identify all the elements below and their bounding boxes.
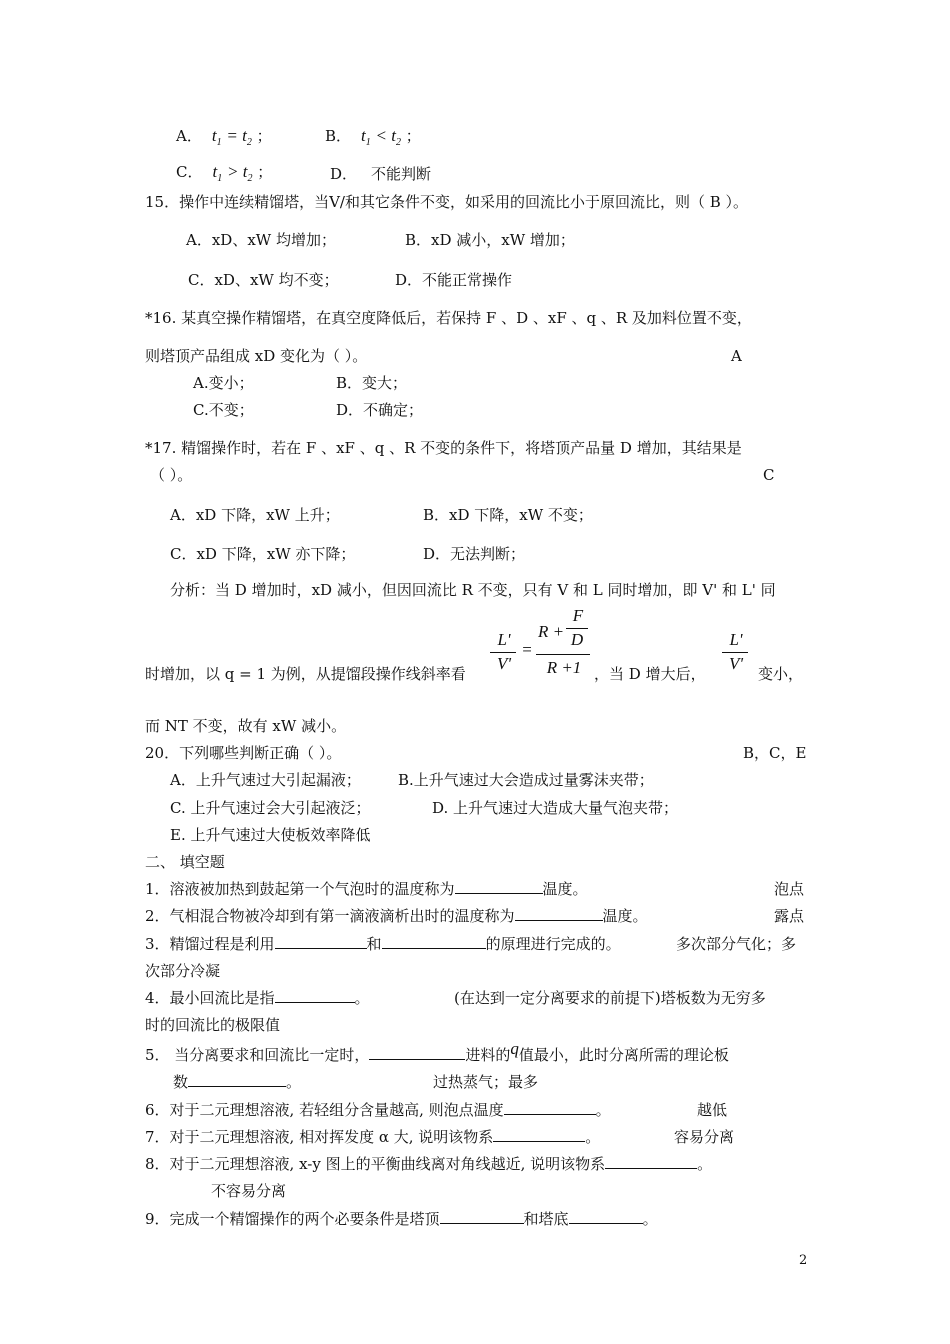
- fill-7-answer: 容易分离: [674, 1128, 735, 1146]
- q16-stem-line2: 则塔顶产品组成 xD 变化为（ ）。: [145, 347, 368, 365]
- page-number: 2: [799, 1253, 808, 1268]
- fill-3-answer: 多次部分气化；多: [676, 935, 797, 953]
- q14-option-b: B． $t_1 < t_2$ ；: [325, 126, 421, 148]
- q20-option-e: E. 上升气速过大使板效率降低: [170, 826, 371, 844]
- q17-stem-line1: *17. 精馏操作时，若在 F 、xF 、q 、R 不变的条件下，将塔顶产品量 D 增加，其结果是: [145, 439, 742, 457]
- fill-4-answer: (在达到一定分离要求的前提下)塔板数为无穷多: [454, 989, 766, 1007]
- q20-option-a: A．上升气速过大引起漏液；: [170, 771, 361, 789]
- q15-option-d: D．不能正常操作: [395, 271, 513, 289]
- q15-stem: 15．操作中连续精馏塔，当V/和其它条件不变，如采用的回流比小于原回流比，则（ B ）。: [145, 193, 749, 211]
- q17-stem-line2: （ ）。: [150, 466, 193, 484]
- fill-3: 3．精馏过程是利用 和 的原理进行完成的。: [145, 935, 621, 953]
- fill-5: 5． 当分离要求和回流比一定时， 进料的q值最小，此时分离所需的理论板: [145, 1039, 729, 1064]
- fill-2: 2．气相混合物被冷却到有第一滴液滴析出时的温度称为 温度。: [145, 907, 648, 925]
- q17-answer: C: [763, 466, 775, 484]
- fill-8-answer: 不容易分离: [211, 1182, 287, 1200]
- q20-option-b: B.上升气速过大会造成过量雾沫夹带；: [398, 771, 654, 789]
- q16-option-a: A.变小；: [193, 374, 254, 392]
- section-title: 二、 填空题: [145, 853, 225, 871]
- fill-5-answer: 过热蒸气；最多: [433, 1073, 539, 1091]
- q16-option-d: D．不确定；: [336, 401, 424, 419]
- fill-5-cont: 数 。: [173, 1073, 302, 1091]
- fill-7: 7．对于二元理想溶液, 相对挥发度 α 大, 说明该物系 。: [145, 1128, 601, 1146]
- q15-option-c: C．xD、xW 均不变；: [188, 271, 339, 289]
- q17-option-b: B．xD 下降，xW 不变；: [423, 506, 593, 524]
- q15-option-a: A．xD、xW 均增加；: [186, 231, 336, 249]
- q16-option-b: B．变大；: [336, 374, 408, 392]
- q17-option-a: A．xD 下降，xW 上升；: [170, 506, 340, 524]
- q20-option-d: D. 上升气速过大造成大量气泡夹带；: [432, 799, 679, 817]
- q20-answer: B，C，E: [743, 744, 807, 762]
- q16-option-c: C.不变；: [193, 401, 254, 419]
- q17-option-c: C．xD 下降，xW 亦下降；: [170, 545, 356, 563]
- fill-4-answer-cont: 时的回流比的极限值: [145, 1016, 281, 1034]
- fill-6-answer: 越低: [697, 1101, 728, 1119]
- q14-option-c: C． $t_1 > t_2$ ；: [176, 162, 273, 184]
- q17-option-d: D．无法判断；: [423, 545, 526, 563]
- q15-option-b: B．xD 减小，xW 增加；: [405, 231, 575, 249]
- q17-analysis-line2c: 变小，: [758, 665, 804, 683]
- q20-option-c: C. 上升气速过会大引起液泛；: [170, 799, 371, 817]
- fill-9: 9．完成一个精馏操作的两个必要条件是塔顶 和塔底 。: [145, 1210, 658, 1228]
- q14-option-a: A． $t_1 = t_2$ ；: [176, 126, 272, 148]
- q17-analysis-line3: 而 NT 不变，故有 xW 减小。: [145, 717, 347, 735]
- q17-analysis-line2b: ，当 D 增大后，: [594, 665, 706, 683]
- fill-8: 8．对于二元理想溶液, x-y 图上的平衡曲线离对角线越近, 说明该物系 。: [145, 1155, 713, 1173]
- fill-4: 4．最小回流比是指 。: [145, 989, 370, 1007]
- q16-stem-line1: *16. 某真空操作精馏塔，在真空度降低后，若保持 F 、D 、xF 、q 、R 及加料位置不变，: [145, 309, 752, 327]
- q20-stem: 20．下列哪些判断正确（ ）。: [145, 744, 342, 762]
- q17-analysis-line1: 分析：当 D 增加时，xD 减小，但因回流比 R 不变，只有 V 和 L 同时增加，即 V' 和 L' 同: [170, 581, 776, 599]
- fill-6: 6．对于二元理想溶液, 若轻组分含量越高, 则泡点温度 。: [145, 1101, 611, 1119]
- q14-option-d: D． 不能判断: [330, 165, 432, 183]
- fill-1-answer: 泡点: [774, 880, 805, 898]
- q16-answer: A: [731, 347, 742, 365]
- fill-1: 1．溶液被加热到鼓起第一个气泡时的温度称为 温度。: [145, 880, 588, 898]
- fill-2-answer: 露点: [774, 907, 805, 925]
- q17-analysis-line2a: 时增加，以 q = 1 为例，从提馏段操作线斜率看: [145, 665, 466, 683]
- fill-3-answer-cont: 次部分冷凝: [145, 962, 221, 980]
